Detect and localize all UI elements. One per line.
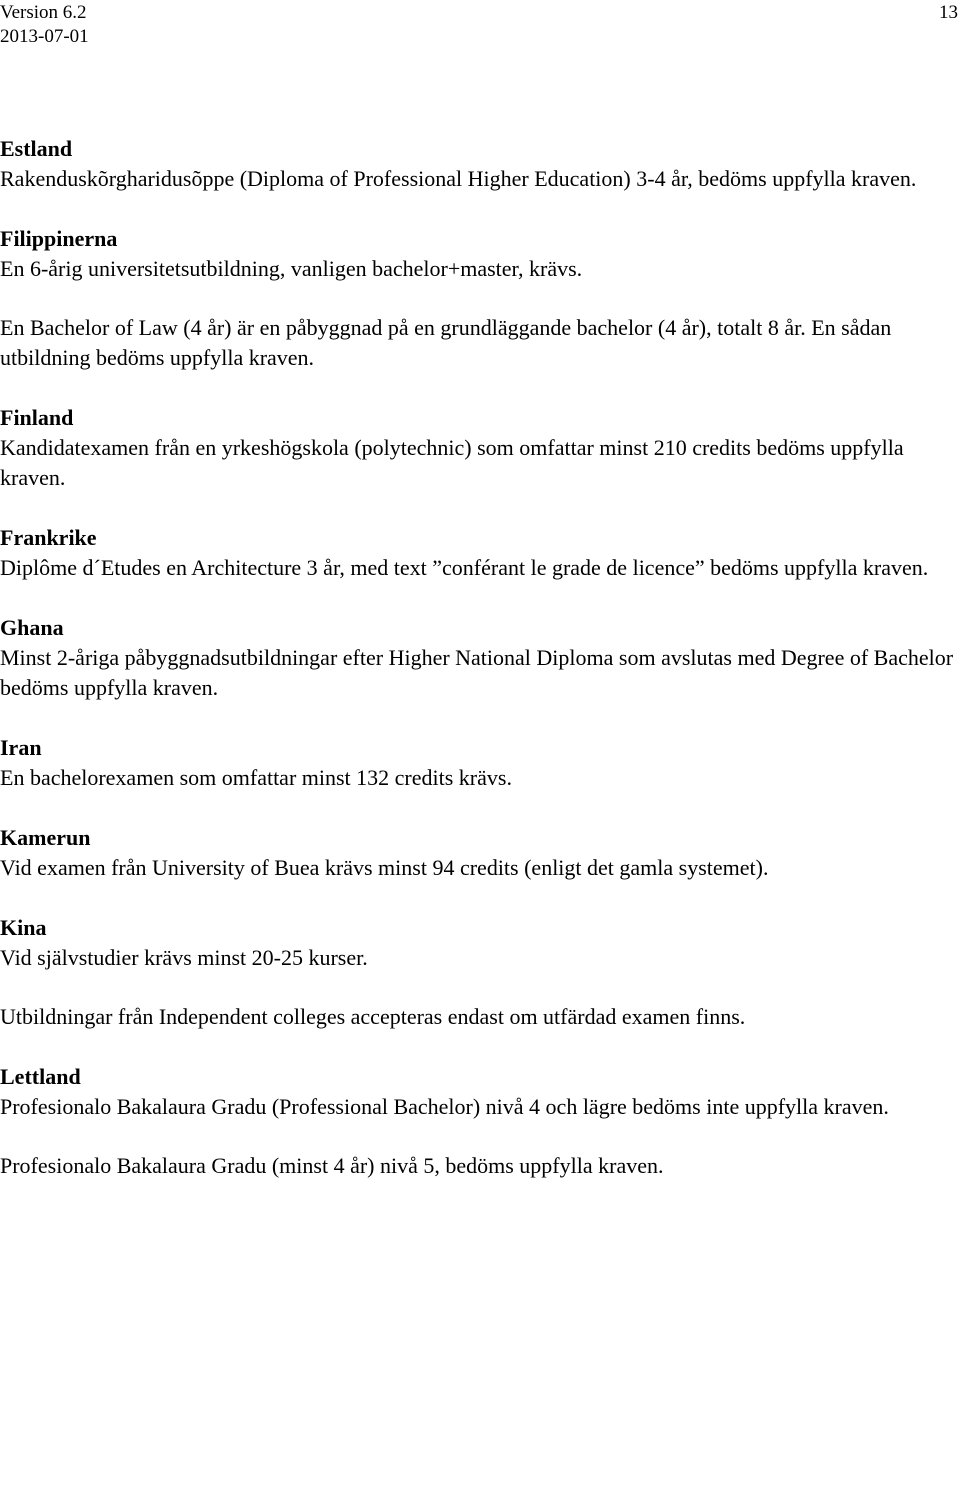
page-header [0,0,960,52]
country-heading: Kamerun [0,825,91,850]
page-number: 13 [939,2,958,23]
section-kamerun [0,823,958,883]
country-heading: Finland [0,405,74,430]
paragraph: Vid självstudier krävs minst 20-25 kurser. [0,945,368,970]
paragraph: Vid examen från University of Buea krävs minst 94 credits (enligt det gamla systemet). [0,855,769,880]
document-body [0,134,958,1211]
section-estland [0,134,958,194]
country-heading: Ghana [0,615,64,640]
country-heading: Kina [0,915,47,940]
paragraph: Kandidatexamen från en yrkeshögskola (polytechnic) som omfattar minst 210 credits bedöms uppfylla kraven. [0,435,904,490]
country-heading: Filippinerna [0,226,118,251]
paragraph: Rakenduskõrgharidusõppe (Diploma of Professional Higher Education) 3-4 år, bedöms uppfylla kraven. [0,166,917,191]
country-heading: Frankrike [0,525,97,550]
header-left [0,1,89,49]
paragraph: Minst 2-åriga påbyggnadsutbildningar efter Higher National Diploma som avslutas med Degree of Bachelor bedöms uppfylla kraven. [0,645,954,700]
date-label: 2013-07-01 [0,26,89,47]
paragraph: Profesionalo Bakalaura Gradu (minst 4 år) nivå 5, bedöms uppfylla kraven. [0,1153,664,1178]
section-iran [0,733,958,793]
country-heading: Estland [0,136,73,161]
section-filippinerna [0,224,958,373]
section-finland [0,403,958,493]
section-lettland [0,1062,958,1181]
country-heading: Iran [0,735,42,760]
paragraph: Diplôme d´Etudes en Architecture 3 år, med text ”conférant le grade de licence” bedöms uppfylla kraven. [0,555,929,580]
paragraph: En 6-årig universitetsutbildning, vanligen bachelor+master, krävs. [0,256,583,281]
paragraph: En bachelorexamen som omfattar minst 132 credits krävs. [0,765,512,790]
paragraph: En Bachelor of Law (4 år) är en påbyggnad på en grundläggande bachelor (4 år), totalt 8 år. En sådan utbildning bedöms uppfylla kraven. [0,315,892,370]
version-label: Version 6.2 [0,2,87,23]
paragraph: Profesionalo Bakalaura Gradu (Professional Bachelor) nivå 4 och lägre bedöms inte uppfylla kraven. [0,1094,889,1119]
paragraph: Utbildningar från Independent colleges accepteras endast om utfärdad examen finns. [0,1004,746,1029]
section-ghana [0,613,958,703]
country-heading: Lettland [0,1064,81,1089]
section-kina [0,913,958,1032]
section-frankrike [0,523,958,583]
